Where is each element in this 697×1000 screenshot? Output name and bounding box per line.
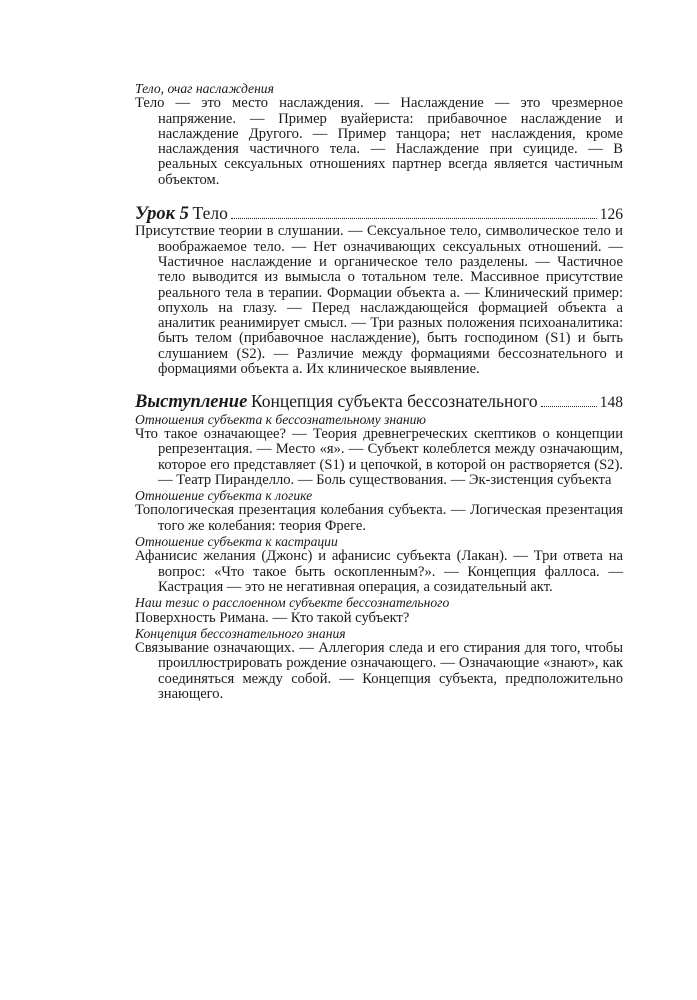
entry-summary: Присутствие теории в слушании. — Сексуальное тело, символическое тело и воображаемое тело. — Нет означивающих сексуальных отношений. — Частичное наслаждение и органическое тело разделены. — Частичное тело выводится из вымысла о тотальном теле. Массивное присутствие реального тела в терапии. Формации объекта a. — Клинический пример: опухоль на глазу. — Перед наслаждающейся формацией объекта a аналитик реанимирует смысл. — Три разных положения психоаналитика: быть телом (прибавочное наслаждение), быть господином (S1) и быть слушанием (S2). — Различие между формациями бессознательного и формациями объекта a. Их клиническое выявление. <box>135 223 623 378</box>
talk-part <box>135 626 623 702</box>
dot-leader <box>231 217 597 219</box>
toc-entry-lesson-5 <box>135 203 623 225</box>
part-summary: Поверхность Римана. — Кто такой субъект? <box>135 609 410 626</box>
entry-label: Выступление <box>135 392 248 413</box>
part-subheading: Отношение субъекта к логике <box>135 488 313 504</box>
toc-entry-talk <box>135 391 623 413</box>
entry-page-number: 126 <box>599 206 623 224</box>
talk-part <box>135 595 623 626</box>
talk-part <box>135 488 623 534</box>
part-subheading: Отношения субъекта к бессознательному знанию <box>135 411 427 427</box>
part-subheading: Концепция бессознательного знания <box>135 625 346 641</box>
talk-part <box>135 412 623 488</box>
toc-page <box>135 81 623 702</box>
entry-label: Урок 5 <box>135 204 189 225</box>
part-summary: Топологическая презентация колебания субъекта. — Логическая презентация того же колебания: теория Фреге. <box>135 502 623 534</box>
section-summary: Тело — это место наслаждения. — Наслаждение — это чрезмерное напряжение. — Пример вуайериста: прибавочное наслаждение и наслаждение Другого. — Пример танцора; нет наслаждения, кроме наслаждения частичного тела. — Наслаждение при суициде. — В реальных сексуальных отношениях партнер всегда является частичным объектом. <box>135 95 623 188</box>
section-subheading: Тело, очаг наслаждения <box>135 81 274 96</box>
dot-leader <box>541 405 597 407</box>
part-summary: Что такое означающее? — Теория древнегреческих скептиков о концепции репрезентация. — Место «я». — Субъект колеблется между означающим, которое его представляет (S1) и цепочкой, в которой он растворяется (S2). — Театр Пиранделло. — Боль существования. — Эк-зистенция субъекта <box>135 425 623 488</box>
part-summary: Афанисис желания (Джонс) и афанисис субъекта (Лакан). — Три ответа на вопрос: «Что такое быть оскопленным?». — Концепция фаллоса. — Кастрация — это не негативная операция, а созидательный акт. <box>135 548 623 595</box>
entry-title: Концепция субъекта бессознательного <box>250 391 538 412</box>
part-subheading: Отношение субъекта к кастрации <box>135 534 338 550</box>
part-summary: Связывание означающих. — Аллегория следа и его стирания для того, чтобы проиллюстрировать рождение означающего. — Означающие «знают», как соединяться между собой. — Концепция субъекта, предположительно знающего. <box>135 640 623 702</box>
talk-part <box>135 534 623 595</box>
entry-page-number: 148 <box>599 394 623 412</box>
part-subheading: Наш тезис о расслоенном субъекте бессознательного <box>135 595 450 611</box>
entry-title: Тело <box>192 203 228 224</box>
